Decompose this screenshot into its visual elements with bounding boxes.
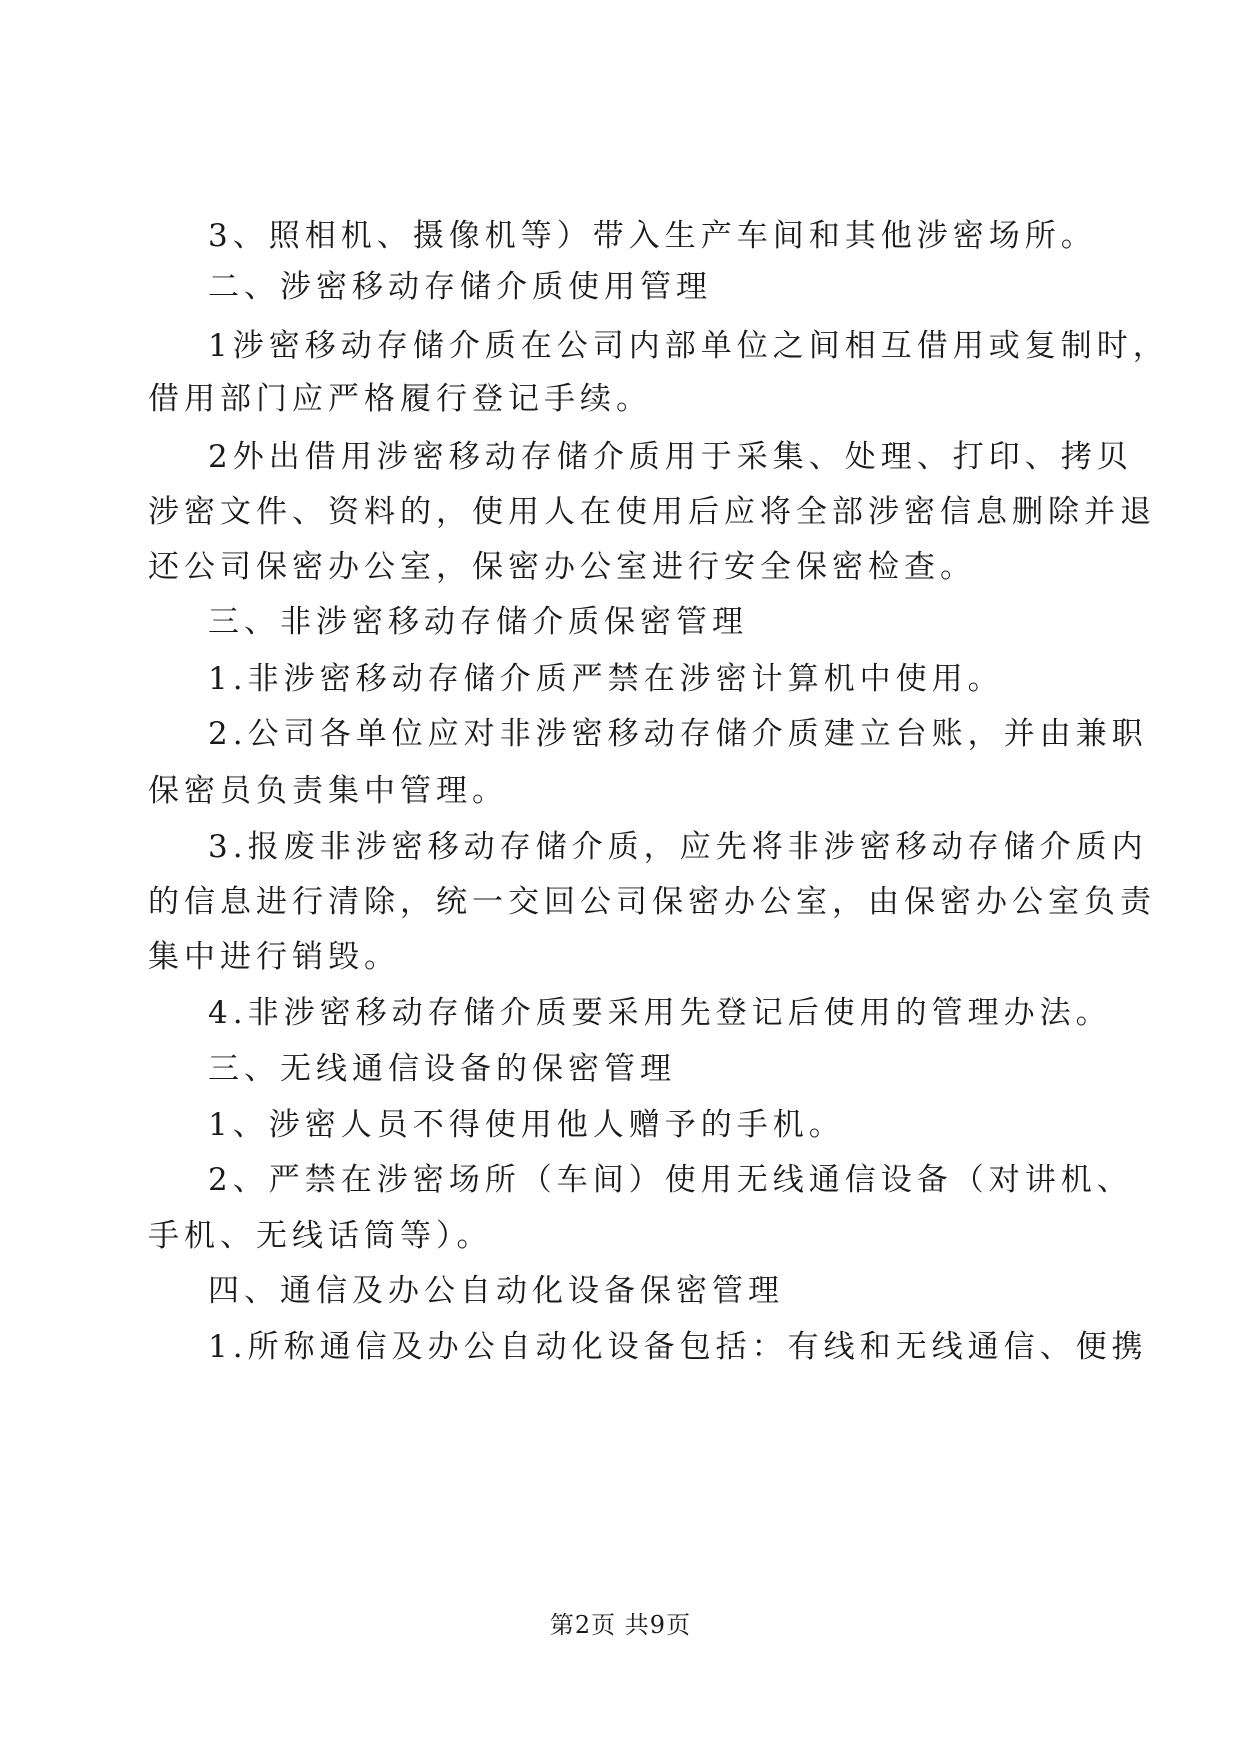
section-heading: 三、非涉密移动存储介质保密管理 — [208, 604, 748, 640]
body-line: 的信息进行清除，统一交回公司保密办公室，由保密办公室负责 — [148, 884, 1156, 920]
body-line: 1涉密移动存储介质在公司内部单位之间相互借用或复制时， — [208, 328, 1169, 364]
section-heading: 四、通信及办公自动化设备保密管理 — [208, 1273, 784, 1309]
body-line: 1、涉密人员不得使用他人赠予的手机。 — [208, 1107, 845, 1143]
body-line: 涉密文件、资料的，使用人在使用后应将全部涉密信息删除并退 — [148, 494, 1156, 530]
body-line: 2外出借用涉密移动存储介质用于采集、处理、打印、拷贝 — [208, 439, 1133, 475]
body-line: 3.报废非涉密移动存储介质，应先将非涉密移动存储介质内 — [208, 829, 1148, 865]
body-line: 集中进行销毁。 — [148, 939, 400, 975]
body-line: 2.公司各单位应对非涉密移动存储介质建立台账，并由兼职 — [208, 716, 1148, 752]
page-footer: 第2页 共9页 — [549, 1611, 692, 1639]
body-line: 4.非涉密移动存储介质要采用先登记后使用的管理办法。 — [208, 995, 1112, 1031]
body-line: 还公司保密办公室，保密办公室进行安全保密检查。 — [148, 549, 976, 585]
body-line: 3、照相机、摄像机等）带入生产车间和其他涉密场所。 — [208, 218, 1097, 254]
section-heading: 二、涉密移动存储介质使用管理 — [208, 269, 712, 305]
body-line: 保密员负责集中管理。 — [148, 773, 508, 809]
body-line: 1.所称通信及办公自动化设备包括：有线和无线通信、便携 — [208, 1329, 1148, 1365]
section-heading: 三、无线通信设备的保密管理 — [208, 1051, 676, 1087]
body-line: 1.非涉密移动存储介质严禁在涉密计算机中使用。 — [208, 661, 1004, 697]
body-line: 手机、无线话筒等）。 — [148, 1218, 493, 1254]
body-line: 借用部门应严格履行登记手续。 — [148, 381, 652, 417]
body-line: 2、严禁在涉密场所（车间）使用无线通信设备（对讲机、 — [208, 1162, 1133, 1198]
